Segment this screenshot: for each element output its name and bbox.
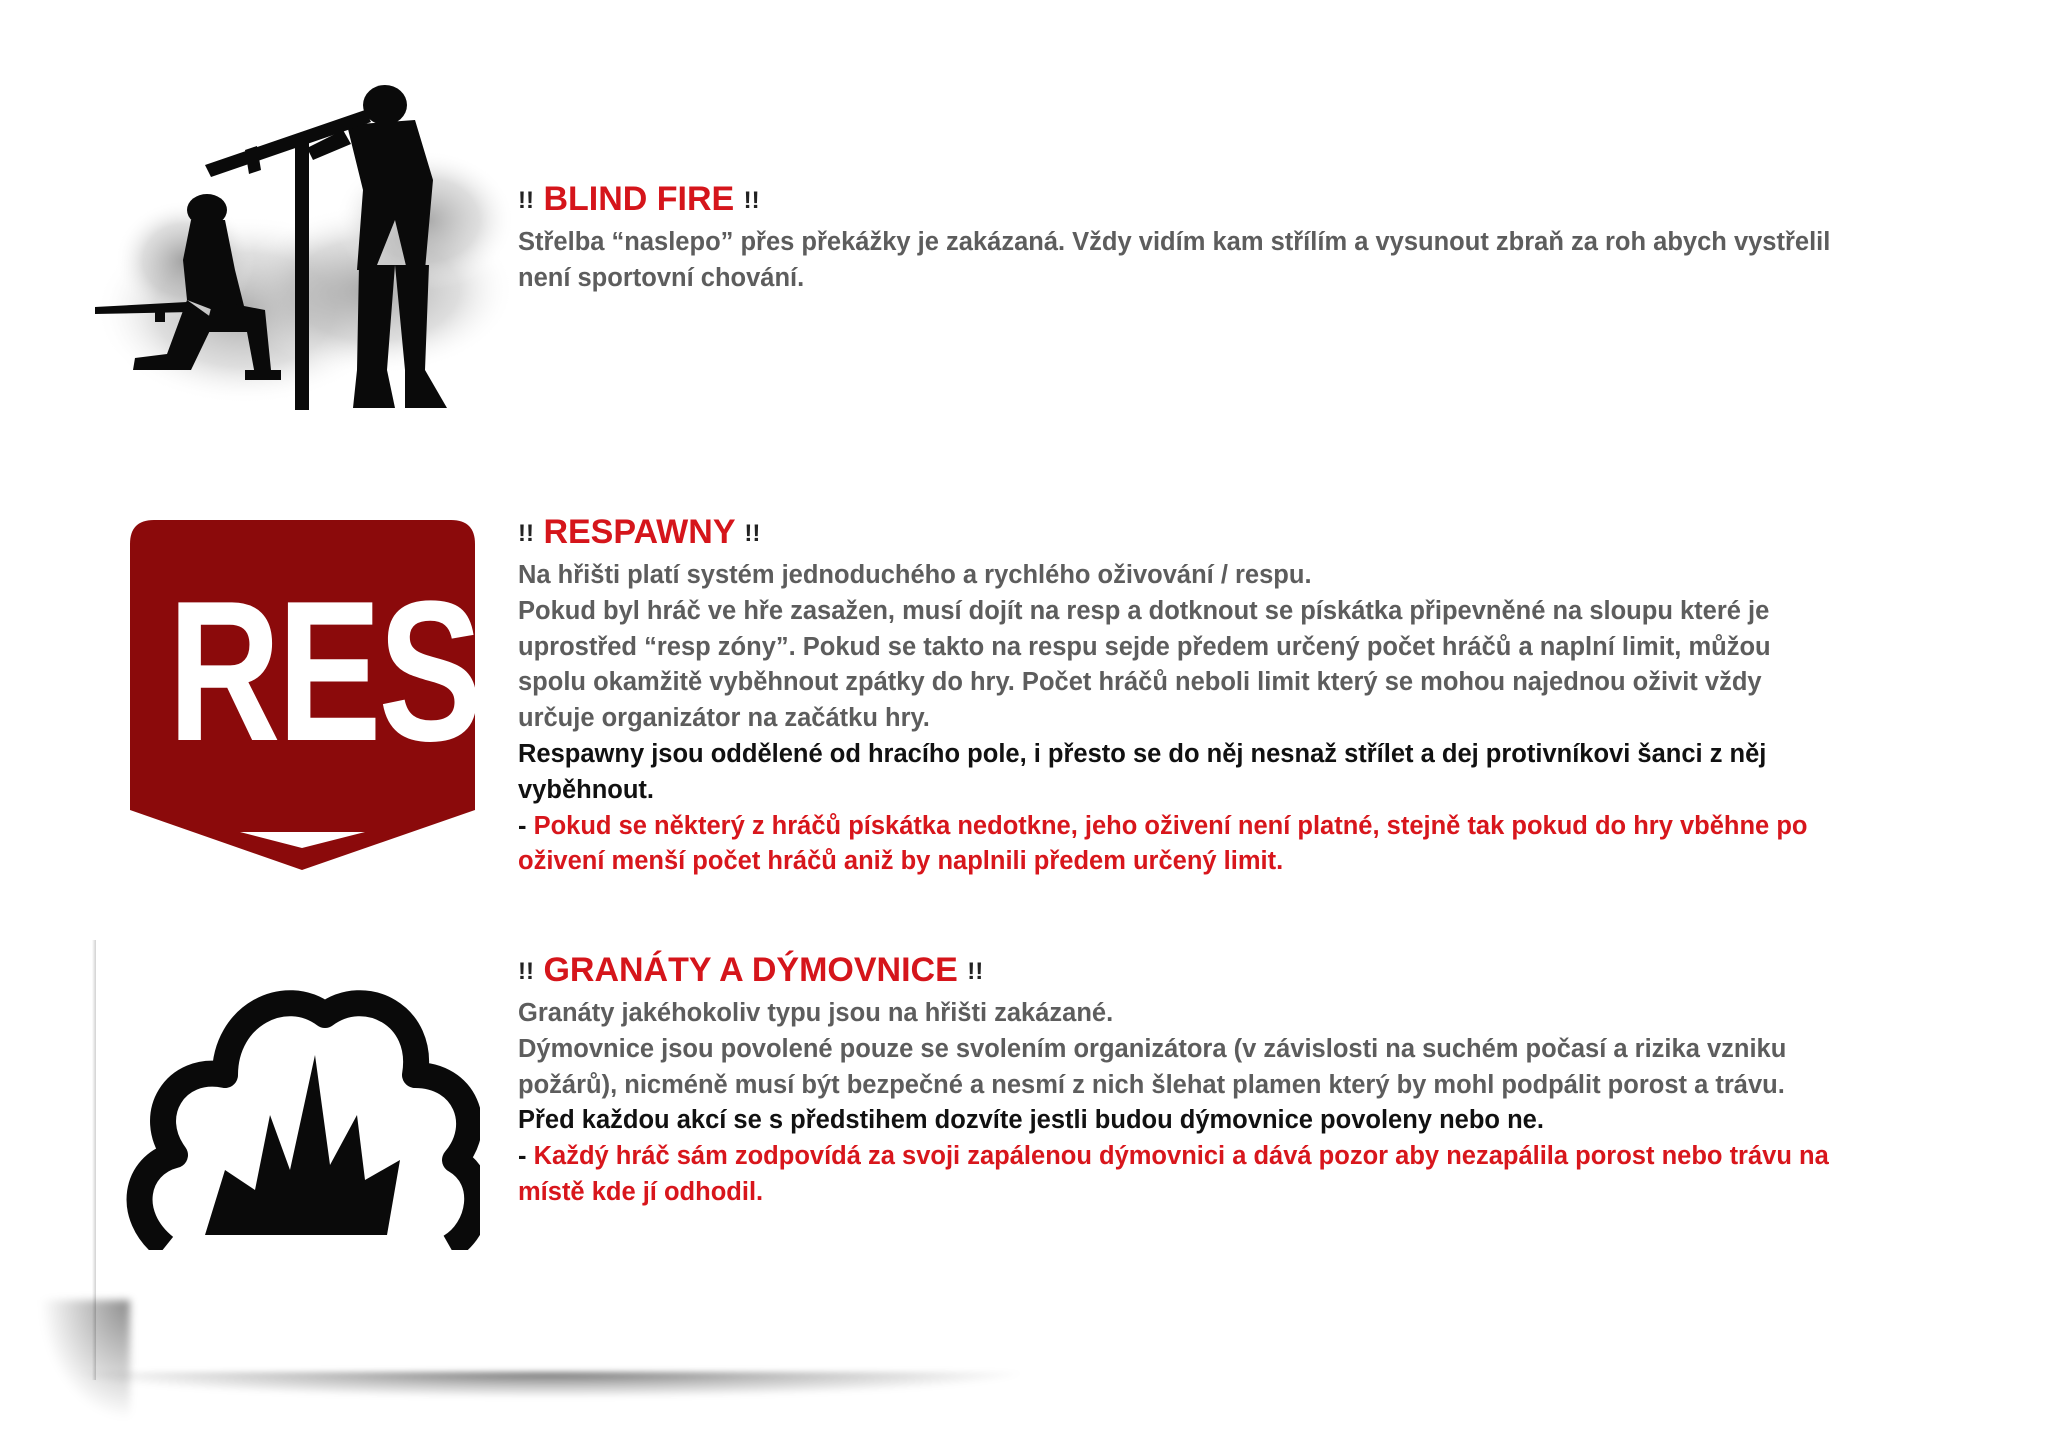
warning-line: místě kde jí odhodil.: [518, 1178, 764, 1206]
heading-suffix: !!: [744, 520, 761, 548]
body-line: spolu okamžitě vyběhnout zpátky do hry. Počet hráčů neboli limit který se mohou najednou oživit vždy: [518, 668, 1762, 697]
body-line: uprostřed “resp zóny”. Pokud se takto na respu sejde předem určený počet hráčů a naplní limit, můžou: [518, 632, 1771, 661]
soldiers-silhouette-icon: [95, 70, 515, 415]
body-line: určuje organizátor na začátku hry.: [518, 704, 930, 733]
body-line: Granáty jakéhokoliv typu jsou na hřišti zakázané.: [518, 999, 1114, 1028]
respawny-text: [518, 510, 1918, 880]
dash-bullet: -: [518, 811, 527, 840]
heading-title: RESPAWNY: [543, 513, 735, 551]
heading-prefix: !!: [518, 187, 534, 215]
blind-fire-text: [518, 177, 1918, 297]
body-line: Dýmovnice jsou povolené pouze se svolením organizátora (v závislosti na suchém počasí a rizika vzniku: [518, 1034, 1787, 1063]
respawny-heading: [518, 510, 1918, 556]
heading-title: GRANÁTY A DÝMOVNICE: [543, 951, 958, 989]
resp-badge-icon: [130, 520, 581, 870]
blind-fire-heading: [518, 177, 1918, 223]
body-line: není sportovní chování.: [518, 263, 805, 292]
emphasis-line: Před každou akcí se s předstihem dozvíte jestli budou dýmovnice povoleny nebo ne.: [518, 1106, 1544, 1135]
warning-line: [518, 809, 1918, 845]
emphasis-line: Respawny jsou oddělené od hracího pole, i přesto se do něj nesnaž střílet a dej protivníkovi šanci z něj: [518, 740, 1767, 768]
body-line: Na hřišti platí systém jednoduchého a rychlého oživování / respu.: [518, 561, 1312, 590]
body-line: požárů), nicméně musí být bezpečné a nesmí z nich šlehat plamen který by mohl podpálit porost a trávu.: [518, 1070, 1785, 1099]
emphasis-line: vyběhnout.: [518, 775, 655, 804]
heading-suffix: !!: [967, 958, 984, 986]
warning-line: oživení menší počet hráčů aniž by naplnili předem určený limit.: [518, 847, 1284, 876]
explosion-cloud-icon: [125, 965, 480, 1250]
warning-line: [518, 1139, 1918, 1175]
resp-badge-text: RESP: [167, 560, 581, 783]
heading-suffix: !!: [743, 187, 760, 215]
heading-title: BLIND FIRE: [543, 180, 735, 218]
paper-curl-shadow: [70, 1372, 1030, 1398]
heading-prefix: !!: [518, 958, 534, 986]
paper-curl-corner: [40, 1300, 130, 1420]
warning-text: Každý hráč sám zodpovídá za svoji zapálenou dýmovnici a dává pozor aby nezapálila porost nebo trávu na: [533, 1142, 1829, 1171]
granaty-text: [518, 948, 1918, 1211]
body-line: Střelba “naslepo” přes překážky je zakázaná. Vždy vidím kam střílím a vysunout zbraň za roh abych vystřelil: [518, 228, 1831, 257]
heading-prefix: !!: [518, 520, 534, 548]
warning-text: Pokud se některý z hráčů pískátka nedotkne, jeho oživení není platné, stejně tak pokud do hry vběhne po: [533, 811, 1808, 840]
dash-bullet: -: [518, 1142, 527, 1171]
body-line: Pokud byl hráč ve hře zasažen, musí dojít na resp a dotknout se pískátka připevněné na sloupu které je: [518, 596, 1770, 625]
granaty-heading: [518, 948, 1918, 994]
